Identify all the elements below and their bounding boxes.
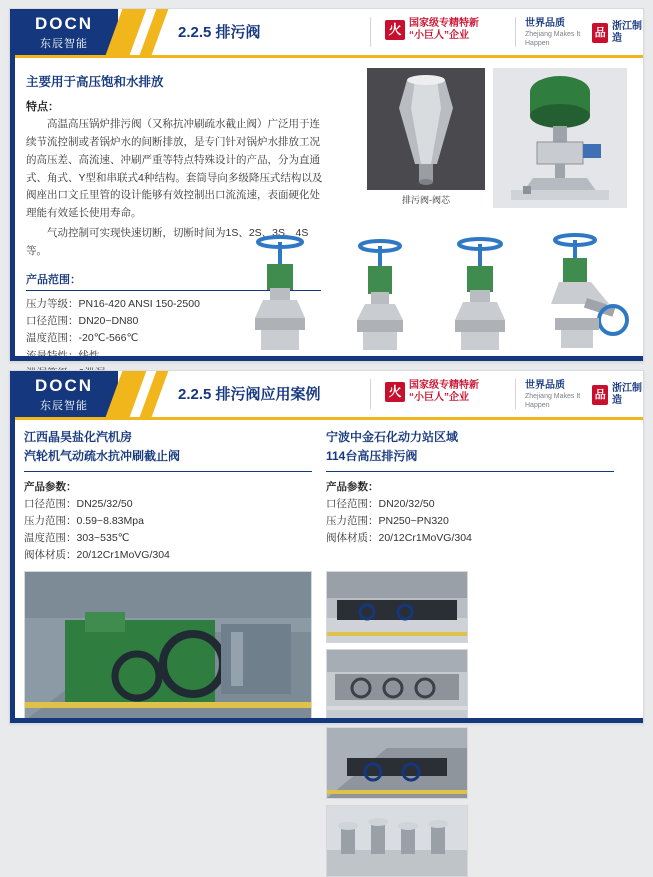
features-label: 特点： [26,101,59,113]
slide2-left-accent [10,371,15,723]
slide1-bottom-bar [10,356,643,361]
slide1-title: 2.2.5 排污阀 [178,24,261,41]
valve-variant-1 [235,228,325,358]
document-page [0,8,653,724]
case-right-param-2: 阀体材质：20/12Cr1MoVG/304 [326,531,472,544]
slide2-bottom-bar [10,718,643,723]
slide1-body [10,58,643,382]
product-range-title: 产品范围： [26,273,81,286]
logo-text-cn: 东辰智能 [40,38,88,50]
case-right-photo-grid [326,571,614,877]
slide1-section-title: 主要用于高压饱和水排放 [26,75,164,89]
warehouse-photo-2 [327,650,467,720]
case-right-photo-1 [326,571,468,643]
valve-illustration-3 [435,228,525,358]
spec-line-1: 口径范围：DN20~DN80 [26,315,139,328]
photo-actuated-valve [493,68,627,208]
case-right-title-1: 宁波中金石化动力站区域 [326,430,459,444]
badge-blue-line1-2: 世界品质 [525,380,565,391]
features-paragraph-2: 气动控制可实现快速切断，切断时间为1S、2S、3S、4S等。 [26,227,309,257]
valve-variants-row [235,228,630,358]
badge-world-quality-2 [525,380,643,410]
case-right-params-label: 产品参数： [326,481,379,494]
slide2-header [10,371,643,417]
photo-caption: 排污阀-阀芯 [402,195,450,205]
case-left-params-label: 产品参数： [24,481,77,494]
case-right-rule [326,471,614,472]
valve-array-photo-4 [327,806,467,876]
spec-line-2: 温度范围：-20℃-566℃ [26,332,139,345]
spec-line-0: 压力等级：PN16-420 ANSI 150-2500 [26,297,200,310]
header2-divider-1 [370,379,371,409]
logo-text-cn-2: 东辰智能 [40,400,88,412]
logo-text-en-2: DOCN [34,376,94,395]
valve-variant-2 [335,228,425,358]
header-divider-1 [370,17,371,47]
slide1-photo-group [367,68,627,208]
logo-block-2 [10,371,118,417]
case-right-photo-4 [326,805,468,877]
valve-variant-3 [435,228,525,358]
slide-2 [9,370,644,724]
features-paragraph-1: 高温高压锅炉排污阀（又称抗冲刷疏水截止阀）广泛用于连续节流控制或者锅炉水的间断排放，是专门针对锅炉水排放工况的高压差、高流速、冲刷严重等特点特殊设计的产品，分为直通式、角式、Y型和串联式4种结构。套筒导向多级降压式结构以及阀座出口文丘里管的设计能够有效控制出口流流速，表面硬化处理能有效延长使用寿命。 [26,118,323,220]
case-left-param-3: 阀体材质：20/12Cr1MoVG/304 [24,548,170,561]
case-right-spacer [326,547,614,563]
pipeline-photo-3 [327,728,467,798]
valve-illustration-1 [235,228,325,358]
badge-zhejiang-2: 浙江制造 [611,383,642,406]
case-left-title-1: 江西晶昊盐化汽机房 [24,430,133,444]
photo-valve-plug [367,68,485,190]
badge-red-line2-2: “小巨人”企业 [409,392,469,403]
badge-blue-line1: 世界品质 [525,18,565,29]
case-left-rule [24,471,312,472]
slide1-header [10,9,643,55]
case-left-param-1: 压力范围：0.59~8.83Mpa [24,514,144,527]
case-right-photo-3 [326,727,468,799]
badge-zhejiang: 浙江制造 [611,21,642,44]
case-right-photo-2 [326,649,468,721]
valve-illustration-4 [535,228,630,358]
badge-world-quality [525,18,643,48]
case-card-left [24,428,312,877]
slide-1 [9,8,644,362]
badge-specialized-sme [385,18,479,42]
quality-mark-icon-2: 品 [592,385,608,405]
badge-red-line2: “小巨人”企业 [409,30,469,41]
case-left-photo-illustration [25,572,311,720]
valve-variant-4 [535,228,630,358]
badge-blue-line2: Zhejiang Makes It Happen [525,31,581,47]
case-left-photo [24,571,312,721]
case-left-title-2: 汽轮机气动疏水抗冲刷截止阀 [24,448,181,463]
valve-plug-illustration [367,68,485,190]
case-left-param-0: 口径范围：DN25/32/50 [24,498,133,511]
logo-block [10,9,118,55]
header2-divider-2 [515,379,516,409]
case-left-param-2: 温度范围：303~535℃ [24,531,130,544]
quality-mark-icon: 品 [592,23,608,43]
logo-text-en: DOCN [34,14,94,33]
slide2-title: 2.2.5 排污阀应用案例 [178,386,321,403]
badge-red-line1-2: 国家级专精特新 [409,380,479,391]
case-card-right [326,428,614,877]
header-divider-2 [515,17,516,47]
badge-blue-line2-2: Zhejiang Makes It Happen [525,393,581,409]
flame-icon-2: 火 [385,382,405,402]
warehouse-photo-1 [327,572,467,642]
case-right-param-1: 压力范围：PN250~PN320 [326,514,449,527]
valve-illustration-2 [335,228,425,358]
case-right-title-2: 114台高压排污阀 [326,448,418,463]
case-right-param-0: 口径范围：DN20/32/50 [326,498,435,511]
flame-icon: 火 [385,20,405,40]
badge-red-line1: 国家级专精特新 [409,18,479,29]
badge-specialized-sme-2 [385,380,479,404]
slide2-body [10,420,643,877]
actuated-valve-illustration [493,68,627,208]
